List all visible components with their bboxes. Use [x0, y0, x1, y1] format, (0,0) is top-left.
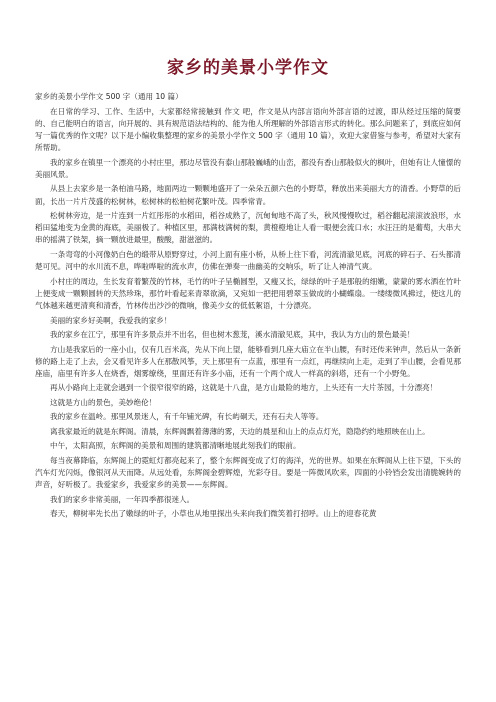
- document-body: [35, 91, 461, 521]
- paragraph: 我的家乡在镇里一个漂亮的小村庄里，那边尽管没有泰山那般巍峨的山峦，都没有香山那般似火的枫叶，但她有让人憧憬的美丽风景。: [35, 157, 461, 179]
- paragraph: 方山是我家后的一座小山，仅有几百米高，先从下向上望，能够看到几座大庙立在半山腰，有时还传来钟声，然后从一条新修的路上走了上去，会又看见许多人在那散风筝，天上那里有一点蓝，那里有一点红，再继续向上走，走到了半山腰，会看见那座庙，庙里有许多人在烧香，烟雾缭绕，里面还有许多小庙，还有一个两个成人一样高的斜塔，还有一个小野兔。: [35, 344, 461, 378]
- paragraph: 每当夜幕降临，东辉阁上的霓虹灯都亮起来了，整个东辉阁变成了灯的海洋，光的世界。如果在东辉阁从上往下望，下头的汽车灯光闪烁，像银河从天而降。从远处看，东辉阁金碧辉煌，光彩夺目。要是一阵微风吹来，四面的小铃铛会发出清脆婉转的声音，好听极了。我爱家乡，我爱家乡的美景——东辉阁。: [35, 455, 461, 490]
- document-title: 家乡的美景小学作文: [167, 58, 329, 78]
- paragraph: 我的家乡在温岭。那里风景迷人，有千年铺光碑，有长屿硐天，还有石夫人等等。: [50, 412, 324, 422]
- paragraph: 离我家最近的就是东辉阁。清晨，东辉阁飘着薄薄的雾，天边的晨星和山上的点点灯光，隐隐约约地照映在山上。: [50, 426, 430, 436]
- paragraph: 松树林旁边，是一片连到一片红彤彤的水稻田，稻谷成熟了，沉甸甸地不高了头，秋风慢慢吹过，稻谷翻起滚滚波浪形，水稻田猛地变为金黄的海底，美丽极了。种植区里，那满枝满树的梨，黄橙橙地让人看一眼便会流口水；水汪汪的是葡萄，大串大串的摇满了铁架，摘一颗放进最里，酸酸，甜滋滋的。: [35, 211, 461, 245]
- paragraph: 一条弯弯的小河像奶白色的缎带从原野穿过，小河上面有座小桥，从桥上往下看，河流清澈见底，河底的碎石子、石头都清楚可见。河中的水川流不息，哗啦哗啦的流水声，仿佛在弹奏一曲幽美的交响乐，听了让人神清气爽。: [35, 249, 461, 272]
- paragraph: 家乡的美景小学作文 500 字（通用 10 篇）: [35, 92, 183, 101]
- paragraph: 我们的家乡非常美丽，一年四季都很迷人。: [50, 494, 195, 504]
- paragraph: 再从小路向上走就会遇到一个很窄很窄的路，这就是十八盘，是方山最险的地方，上头还有一大片茶园，十分漂亮！: [50, 383, 438, 393]
- paragraph: 春天，柳树率先长出了嫩绿的叶子，小草也从地里探出头来向我们微笑着打招呼。山上的迎春花黄: [50, 509, 377, 519]
- paragraph: 小村庄的周边，生长发育着繁茂的竹林，毛竹的叶子呈椭圆型，又瘦又长，绿绿的叶子是那般的细嫩，蒙蒙的雾水洒在竹叶上便变成一颗颗圆转的天然珍珠，那竹叶看起来青翠欲滴，又宛如一把把用碧翠玉做成的小蝴蝶扇。一缕缕微风拂过，使这儿的气体越来越更清爽和清香，竹林传出沙沙的微响，像美少女的低低絮语，十分漂亮。: [35, 276, 461, 311]
- paragraph: 我的家乡在江宁，那里有许多景点并不出名，但也树木葱茏，溪水清澈见底，其中，我认为方山的景色最美！: [50, 330, 415, 340]
- paragraph: 中午，太阳高照，东辉阁的美景和周围的建筑都清晰地展此刻我们的眼前。: [50, 441, 301, 451]
- paragraph: 这就是方山的景色，美妙绝伦！: [50, 397, 157, 407]
- paragraph: 从县上去家乡是一条柏油马路，地面两边一颗颗地盛开了一朵朵五颜六色的小野草，释放出来美丽大方的清香。小野草的后面，长出一片片茂盛的松树林，松树林的松柏树花繁叶茂。四季常青。: [35, 184, 461, 206]
- paragraph: 在日常的学习、工作、生活中，大家都经常接触到 作文 吧，作文是从内部言语向外部言语的过渡，即从经过压缩的简要的、自己能明白的语言，向开展的、具有规范语法结构的、能为他人所理解的外部语言形式的转化。那么问题来了，到底应如何写一篇优秀的作文呢？以下是小编收集整理的家乡的美景小学作文 500 字（通用 10 篇），欢迎大家借鉴与参考，希望对大家有所帮助。: [35, 106, 461, 153]
- paragraph: 美丽的家乡好美啊，我爱我的家乡！: [50, 315, 172, 325]
